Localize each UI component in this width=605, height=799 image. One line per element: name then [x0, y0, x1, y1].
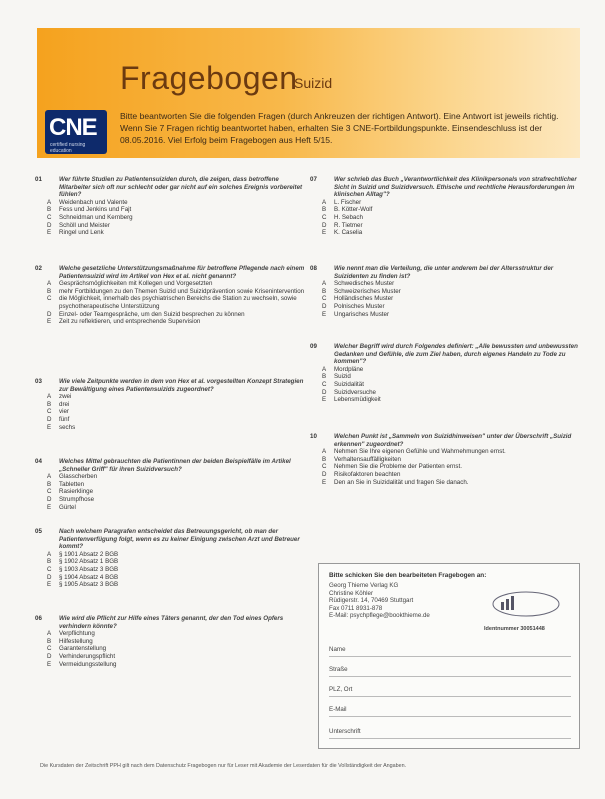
option-text: Tabletten	[59, 480, 85, 488]
answer-option[interactable]	[322, 396, 580, 404]
option-text: Gürtel	[59, 503, 76, 511]
logo-subtext: certified nursing education	[50, 142, 86, 154]
answer-option[interactable]	[47, 661, 309, 669]
question-text	[310, 433, 580, 448]
question-label: Welcher Begriff wird durch Folgendes definiert: „Alle bewussten und unbewussten Gedanken und Gefühle, die zum Ziel haben, durch eigenes Handeln zu Tode zu kommen"?	[334, 343, 578, 366]
answer-option[interactable]	[47, 574, 309, 582]
option-text: Strumpfhose	[59, 495, 95, 503]
option-text: Hilfestellung	[59, 637, 93, 645]
option-text: Suizidalität	[334, 380, 364, 388]
option-text: Ungarisches Muster	[334, 310, 390, 318]
question-label: Wie viele Zeitpunkte werden in dem von Hex et al. vorgestellten Konzept Strategien zur Bewältigung eines Patientensuizids zugeordnet?	[59, 378, 304, 393]
option-letter: D	[47, 415, 52, 423]
option-letter: C	[47, 645, 52, 653]
answer-option[interactable]	[47, 206, 309, 214]
option-text: Schöll und Meister	[59, 221, 110, 229]
option-text: Nehmen Sie die Probleme der Patienten ernst.	[334, 463, 462, 471]
option-text: Weidenbach und Valente	[59, 198, 128, 206]
option-letter: C	[47, 488, 52, 496]
address-line: Fax 0711 8931-878	[329, 604, 383, 612]
question-number: 04	[35, 458, 42, 465]
option-text: Verhaltensauffälligkeiten	[334, 455, 401, 463]
answer-option[interactable]	[47, 566, 309, 574]
question-text	[35, 528, 309, 551]
answer-option[interactable]	[47, 473, 309, 481]
name-field[interactable]: Name	[329, 646, 571, 657]
question-number: 02	[35, 265, 42, 272]
answer-option[interactable]	[47, 496, 309, 504]
option-letter: E	[322, 229, 327, 237]
question-number: 01	[35, 176, 42, 183]
option-text: Zeit zu reflektieren, und entsprechende Supervision	[59, 318, 201, 326]
email-field[interactable]: E-Mail	[329, 706, 571, 717]
question-block	[35, 176, 309, 237]
option-letter: E	[322, 396, 327, 404]
answer-option[interactable]	[322, 389, 580, 397]
question-number: 06	[35, 615, 42, 622]
option-letter: B	[322, 455, 327, 463]
question-text	[35, 458, 309, 473]
zip-city-field[interactable]: PLZ, Ort	[329, 686, 571, 697]
answer-option[interactable]	[322, 381, 580, 389]
option-letter: B	[47, 558, 52, 566]
option-letter: D	[47, 221, 52, 229]
option-text: Schwedisches Muster	[334, 280, 395, 288]
option-letter: E	[47, 423, 52, 431]
answer-option[interactable]	[47, 288, 309, 296]
option-text: K. Caselia	[334, 229, 363, 237]
option-text: die Möglichkeit, innerhalb des psychiatrischen Bereichs die Station zu wechseln, sowie psychotherapeutische Unterstützung	[59, 295, 297, 310]
question-number: 08	[310, 265, 317, 272]
option-text: Glasscherben	[59, 473, 98, 481]
option-text: B. Kötter-Wolf	[334, 206, 373, 214]
option-letter: A	[47, 393, 52, 401]
option-text: Suizid	[334, 373, 351, 381]
option-text: Risikofaktoren beachten	[334, 470, 401, 478]
option-text: Einzel- oder Teamgespräche, um den Suizid besprechen zu können	[59, 310, 245, 318]
answer-option[interactable]	[47, 280, 309, 288]
option-text: mehr Fortbildungen zu den Themen Suizid und Suizidprävention sowie Krisenintervention	[59, 287, 305, 295]
option-text: R. Tietmer	[334, 221, 363, 229]
answer-option[interactable]	[47, 311, 309, 319]
option-text: fünf	[59, 415, 70, 423]
answer-option[interactable]	[322, 373, 580, 381]
question-text	[35, 378, 309, 393]
answer-option[interactable]	[322, 448, 580, 456]
answer-option[interactable]	[322, 222, 580, 230]
answer-option[interactable]	[322, 206, 580, 214]
option-letter: B	[322, 206, 327, 214]
option-letter: D	[47, 573, 52, 581]
option-text: Lebensmüdigkeit	[334, 396, 381, 404]
answer-option[interactable]	[322, 463, 580, 471]
option-letter: A	[47, 550, 52, 558]
option-letter: B	[47, 206, 52, 214]
answer-option[interactable]	[47, 488, 309, 496]
question-block	[310, 343, 580, 404]
option-letter: C	[322, 295, 327, 303]
option-letter: D	[47, 652, 52, 660]
option-letter: B	[47, 480, 52, 488]
option-text: Suizidversuche	[334, 388, 376, 396]
option-letter: C	[47, 213, 52, 221]
question-text	[310, 176, 580, 199]
answer-option[interactable]	[47, 638, 309, 646]
option-text: L. Fischer	[334, 198, 362, 206]
option-letter: E	[322, 310, 327, 318]
submission-form	[318, 563, 580, 749]
question-block	[35, 615, 309, 668]
question-number: 09	[310, 343, 317, 350]
option-letter: E	[322, 478, 327, 486]
answer-option[interactable]	[47, 551, 309, 559]
answer-option[interactable]	[47, 214, 309, 222]
option-text: Garantenstellung	[59, 645, 107, 653]
question-number: 03	[35, 378, 42, 385]
option-letter: D	[322, 221, 327, 229]
answer-option[interactable]	[322, 288, 580, 296]
option-letter: E	[47, 503, 52, 511]
option-text: Polnisches Muster	[334, 302, 385, 310]
answer-option[interactable]	[322, 366, 580, 374]
form-address	[329, 582, 430, 620]
option-text: Gesprächsmöglichkeiten mit Kollegen und Vorgesetzten	[59, 280, 213, 288]
answer-option[interactable]	[322, 479, 580, 487]
answer-option[interactable]	[47, 295, 309, 310]
option-letter: A	[47, 473, 52, 481]
option-text: vier	[59, 408, 69, 416]
answer-option[interactable]	[322, 311, 580, 319]
option-text: sechs	[59, 423, 76, 431]
option-letter: A	[47, 198, 52, 206]
question-number: 05	[35, 528, 42, 535]
answer-option[interactable]	[47, 424, 309, 432]
option-text: Verpflichtung	[59, 630, 95, 638]
registration-seal-icon	[491, 590, 561, 618]
option-letter: C	[47, 295, 52, 303]
option-text: Mordpläne	[334, 365, 364, 373]
logo-text: CNE	[49, 114, 97, 141]
answer-option[interactable]	[322, 303, 580, 311]
option-letter: B	[322, 373, 327, 381]
answer-option[interactable]	[47, 581, 309, 589]
question-label: Wie nennt man die Verteilung, die unter anderem bei der Altersstruktur der Suizidenten zu finden ist?	[334, 265, 554, 280]
form-heading: Bitte schicken Sie den bearbeiteten Fragebogen an:	[329, 572, 487, 579]
answer-option[interactable]	[322, 471, 580, 479]
answer-option[interactable]	[322, 229, 580, 237]
answer-option[interactable]	[322, 280, 580, 288]
option-letter: C	[47, 565, 52, 573]
question-block	[310, 176, 580, 237]
question-block	[35, 528, 309, 589]
question-label: Nach welchem Paragrafen entscheidet das Betreuungsgericht, ob man der Patientenverfügung folgt, wenn es zu keiner Einigung zwischen Arzt und Betreuer kommt?	[59, 528, 300, 551]
question-label: Wie wird die Pflicht zur Hilfe eines Täters genannt, der den Tod eines Opfers verhindern könnte?	[59, 615, 284, 630]
option-text: Vermeidungsstellung	[59, 660, 117, 668]
footer-note: Die Kursdaten der Zeitschrift PPH gilt nach dem Datenschutz Fragebogen nur für Leser mit Akademie der Leserdaten für die Vollständigkeit der Angaben.	[40, 763, 407, 769]
question-label: Welches Mittel gebrauchten die Patientinnen der beiden Beispielfälle im Artikel „Schneller Griff" für ihren Suizidversuch?	[59, 458, 291, 473]
answer-option[interactable]	[47, 229, 309, 237]
address-line: Georg Thieme Verlag KG	[329, 582, 399, 589]
question-block	[35, 458, 309, 511]
question-block	[35, 265, 309, 326]
answer-option[interactable]	[47, 481, 309, 489]
street-field[interactable]: Straße	[329, 666, 571, 677]
intro-text: Bitte beantworten Sie die folgenden Fragen (durch Ankreuzen der richtigen Antwort). Eine Antwort ist jeweils richtig. Wenn Sie 7 Fragen richtig beantwortet haben, erhalten Sie 3 CNE-Fortbildungspunkte. Einsendeschluss ist der 08.05.2016. Viel Erfolg beim Fragebogen aus Heft 5/15.	[120, 111, 559, 145]
question-text	[310, 265, 580, 280]
option-text: Nehmen Sie Ihre eigenen Gefühle und Wahrnehmungen ernst.	[334, 448, 506, 456]
ident-number: Identnummer 30051448	[484, 626, 545, 632]
option-letter: E	[47, 229, 52, 237]
question-text	[35, 176, 309, 199]
option-letter: D	[322, 470, 327, 478]
address-line: Christine Köhler	[329, 589, 374, 597]
option-letter: A	[322, 280, 327, 288]
answer-option[interactable]	[47, 408, 309, 416]
option-letter: E	[47, 581, 52, 589]
option-letter: B	[47, 637, 52, 645]
option-letter: C	[47, 408, 52, 416]
question-block	[310, 433, 580, 486]
option-letter: A	[47, 630, 52, 638]
answer-option[interactable]	[47, 645, 309, 653]
option-text: § 1902 Absatz 1 BGB	[59, 558, 119, 566]
question-text	[35, 265, 309, 280]
option-text: H. Sebach	[334, 213, 363, 221]
option-letter: D	[47, 310, 52, 318]
question-label: Wer schrieb das Buch „Verantwortlichkeit des Klinikpersonals von strafrechtlicher Sicht in Suizid und Suizidversuch. Ethische und rechtliche Herausforderungen im klinischen Alltag"?	[334, 176, 577, 199]
option-letter: E	[47, 318, 52, 326]
option-text: Fess und Jenkins und Fajt	[59, 206, 132, 214]
page-subtitle: Suizid	[294, 75, 333, 91]
question-label: Wer führte Studien zu Patientensuiziden durch, die zeigen, dass betroffene Mitarbeiter sich oft nur schlecht oder gar nicht auf ein solches Ereignis vorbereitet fühlen?	[59, 176, 303, 199]
answer-option[interactable]	[322, 295, 580, 303]
answer-option[interactable]	[47, 222, 309, 230]
question-number: 10	[310, 433, 317, 440]
answer-option[interactable]	[47, 401, 309, 409]
option-text: Rasierklinge	[59, 488, 94, 496]
option-letter: C	[322, 463, 327, 471]
option-letter: B	[322, 287, 327, 295]
address-line: Rüdigerstr. 14, 70469 Stuttgart	[329, 597, 414, 605]
question-label: Welchen Punkt ist „Sammeln von Suizidhinweisen" unter der Überschrift „Suizid erkennen" zugeordnet?	[334, 433, 572, 448]
option-text: § 1904 Absatz 4 BGB	[59, 573, 119, 581]
address-line: E-Mail: psychpflege@bookthieme.de	[329, 612, 430, 620]
option-text: Den an Sie in Suizidalität und fragen Sie danach.	[334, 478, 469, 486]
option-letter: B	[47, 400, 52, 408]
answer-option[interactable]	[47, 558, 309, 566]
answer-option[interactable]	[47, 393, 309, 401]
answer-option[interactable]	[47, 318, 309, 326]
question-label: Welche gesetzliche Unterstützungsmaßnahme für betroffene Pflegende nach einem Patientensuizid wird im Artikel von Hex et al. nicht genannt?	[59, 265, 305, 280]
option-text: Schneidman und Kernberg	[59, 213, 133, 221]
answer-option[interactable]	[322, 456, 580, 464]
option-text: § 1905 Absatz 3 BGB	[59, 581, 119, 589]
question-text	[35, 615, 309, 630]
option-text: Ringel und Lenk	[59, 229, 104, 237]
answer-option[interactable]	[47, 630, 309, 638]
option-letter: D	[322, 388, 327, 396]
cne-logo	[45, 110, 107, 154]
option-text: drei	[59, 400, 70, 408]
answer-option[interactable]	[47, 504, 309, 512]
option-letter: A	[322, 198, 327, 206]
option-letter: E	[47, 660, 52, 668]
answer-option[interactable]	[322, 199, 580, 207]
option-letter: C	[322, 213, 327, 221]
answer-option[interactable]	[47, 199, 309, 207]
option-text: Verhinderungspflicht	[59, 652, 116, 660]
option-letter: A	[322, 365, 327, 373]
option-text: zwei	[59, 393, 72, 401]
question-text	[310, 343, 580, 366]
answer-option[interactable]	[322, 214, 580, 222]
option-letter: C	[322, 380, 327, 388]
option-text: § 1901 Absatz 2 BGB	[59, 550, 119, 558]
answer-option[interactable]	[47, 653, 309, 661]
option-letter: A	[47, 280, 52, 288]
page-title: Fragebogen	[120, 60, 298, 96]
question-block	[35, 378, 309, 431]
option-text: § 1903 Absatz 3 BGB	[59, 565, 119, 573]
answer-option[interactable]	[47, 416, 309, 424]
signature-field[interactable]: Unterschrift	[329, 728, 571, 739]
option-text: Holländisches Muster	[334, 295, 394, 303]
question-number: 07	[310, 176, 317, 183]
question-block	[310, 265, 580, 318]
option-letter: D	[47, 495, 52, 503]
option-letter: D	[322, 302, 327, 310]
option-letter: A	[322, 448, 327, 456]
option-letter: B	[47, 287, 52, 295]
option-text: Schweizerisches Muster	[334, 287, 401, 295]
